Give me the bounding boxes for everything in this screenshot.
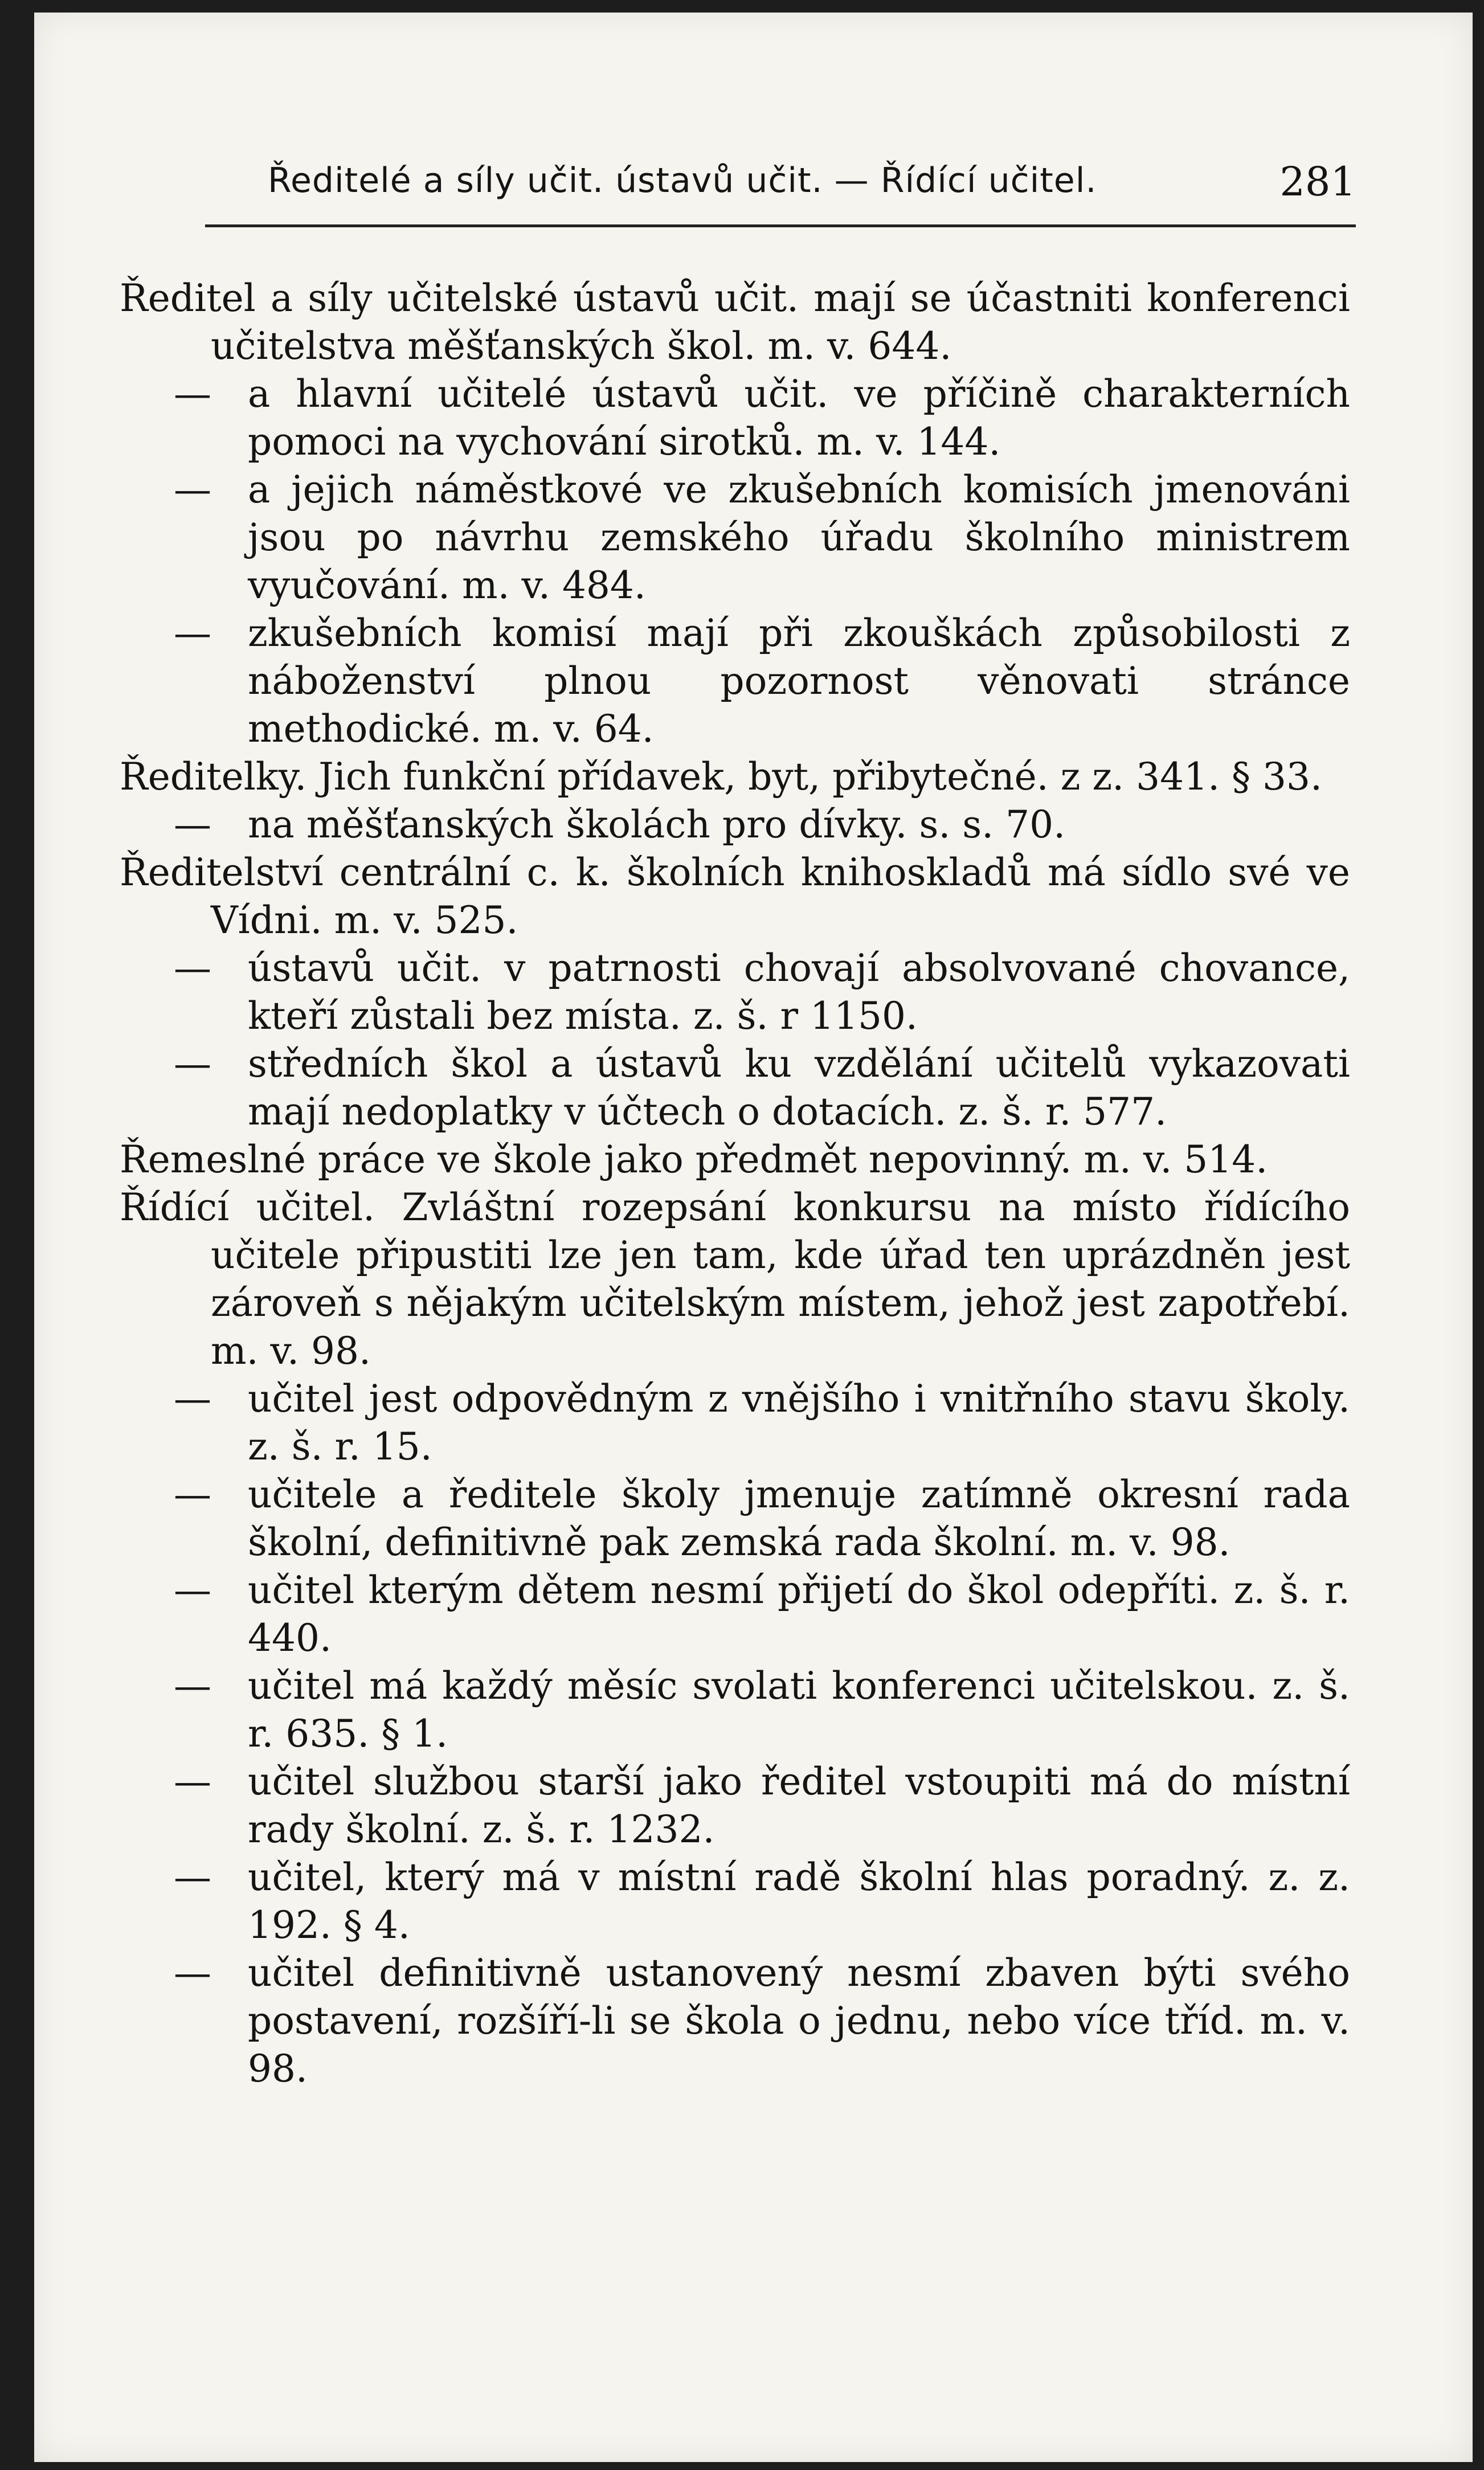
index-entry [120, 849, 1350, 944]
index-subentry [120, 370, 1350, 466]
page-number: 281 [1279, 158, 1356, 205]
entry-text: učitel má každý měsíc svolati konferenci učitelskou. z. š. r. 635. § 1. [248, 1664, 1350, 1756]
entry-text: Ředitelky. Jich funkční přídavek, byt, přibytečné. z z. 341. § 33. [120, 755, 1322, 799]
subentry-dash: — [174, 1377, 211, 1421]
index-subentry [120, 944, 1350, 1040]
subentry-dash: — [174, 946, 211, 990]
index-subentry [120, 466, 1350, 610]
index-subentry [120, 1567, 1350, 1662]
subentry-dash: — [174, 468, 211, 512]
index-subentry [120, 1662, 1350, 1758]
subentry-dash: — [174, 1664, 211, 1708]
index-entries [120, 275, 1350, 2093]
entry-text: učitel kterým dětem nesmí přijetí do škol odepříti. z. š. r. 440. [248, 1568, 1350, 1660]
subentry-dash: — [174, 1760, 211, 1804]
entry-text: ústavů učit. v patrnosti chovají absolvované chovance, kteří zůstali bez místa. z. š. r 1150. [248, 946, 1350, 1038]
entry-text: učitel službou starší jako ředitel vstoupiti má do místní rady školní. z. š. r. 1232. [248, 1760, 1350, 1851]
entry-text: Řídící učitel. Zvláštní rozepsání konkursu na místo řídícího učitele připustiti lze jen tam, kde úřad ten uprázdněn jest zároveň s nějakým učitelským místem, jehož jest zapotřebí. m. v. 98. [120, 1185, 1350, 1373]
entry-text: středních škol a ústavů ku vzdělání učitelů vykazovati mají nedoplatky v účtech o dotacích. z. š. r. 577. [248, 1042, 1350, 1134]
entry-text: Ředitelství centrální c. k. školních knihoskladů má sídlo své ve Vídni. m. v. 525. [120, 850, 1350, 942]
subentry-dash: — [174, 1042, 211, 1086]
header-rule [205, 224, 1356, 227]
index-subentry [120, 1471, 1350, 1567]
index-entry [120, 275, 1350, 370]
index-entry [120, 753, 1350, 801]
entry-text: Řemeslné práce ve škole jako předmět nepovinný. m. v. 514. [120, 1138, 1268, 1181]
index-subentry [120, 1758, 1350, 1854]
index-entry [120, 1136, 1350, 1184]
book-page [34, 13, 1473, 2462]
running-header [205, 155, 1356, 218]
index-subentry [120, 801, 1350, 849]
entry-text: učitele a ředitele školy jmenuje zatímně okresní rada školní, definitivně pak zemská rada školní. m. v. 98. [248, 1473, 1350, 1564]
subentry-dash: — [174, 611, 211, 655]
subentry-dash: — [174, 372, 211, 416]
subentry-dash: — [174, 1473, 211, 1516]
running-title: Ředitelé a síly učit. ústavů učit. — Řídící učitel. [268, 161, 1097, 201]
entry-text: učitel, který má v místní radě školní hlas poradný. z. z. 192. § 4. [248, 1855, 1350, 1947]
subentry-dash: — [174, 1951, 211, 1995]
entry-text: a hlavní učitelé ústavů učit. ve příčině charakterních pomoci na vychování sirotků. m. v. 144. [248, 372, 1350, 464]
index-subentry [120, 1949, 1350, 2093]
entry-text: učitel jest odpovědným z vnějšího i vnitřního stavu školy. z. š. r. 15. [248, 1377, 1350, 1469]
entry-text: a jejich náměstkové ve zkušebních komisích jmenováni jsou po návrhu zemského úřadu školního ministrem vyučování. m. v. 484. [248, 468, 1350, 607]
index-subentry [120, 1375, 1350, 1471]
entry-text: na měšťanských školách pro dívky. s. s. 70. [248, 803, 1066, 846]
index-subentry [120, 610, 1350, 753]
entry-text: učitel definitivně ustanovený nesmí zbaven býti svého postavení, rozšíří-li se škola o jednu, nebo více tříd. m. v. 98. [248, 1951, 1350, 2091]
entry-text: Ředitel a síly učitelské ústavů učit. mají se účastniti konferenci učitelstva měšťanských škol. m. v. 644. [120, 276, 1350, 368]
entry-text: zkušebních komisí mají při zkouškách způsobilosti z náboženství plnou pozornost věnovati stránce methodické. m. v. 64. [248, 611, 1350, 751]
index-subentry [120, 1040, 1350, 1136]
index-entry [120, 1184, 1350, 1375]
subentry-dash: — [174, 1855, 211, 1899]
index-subentry [120, 1854, 1350, 1949]
subentry-dash: — [174, 803, 211, 846]
subentry-dash: — [174, 1568, 211, 1612]
